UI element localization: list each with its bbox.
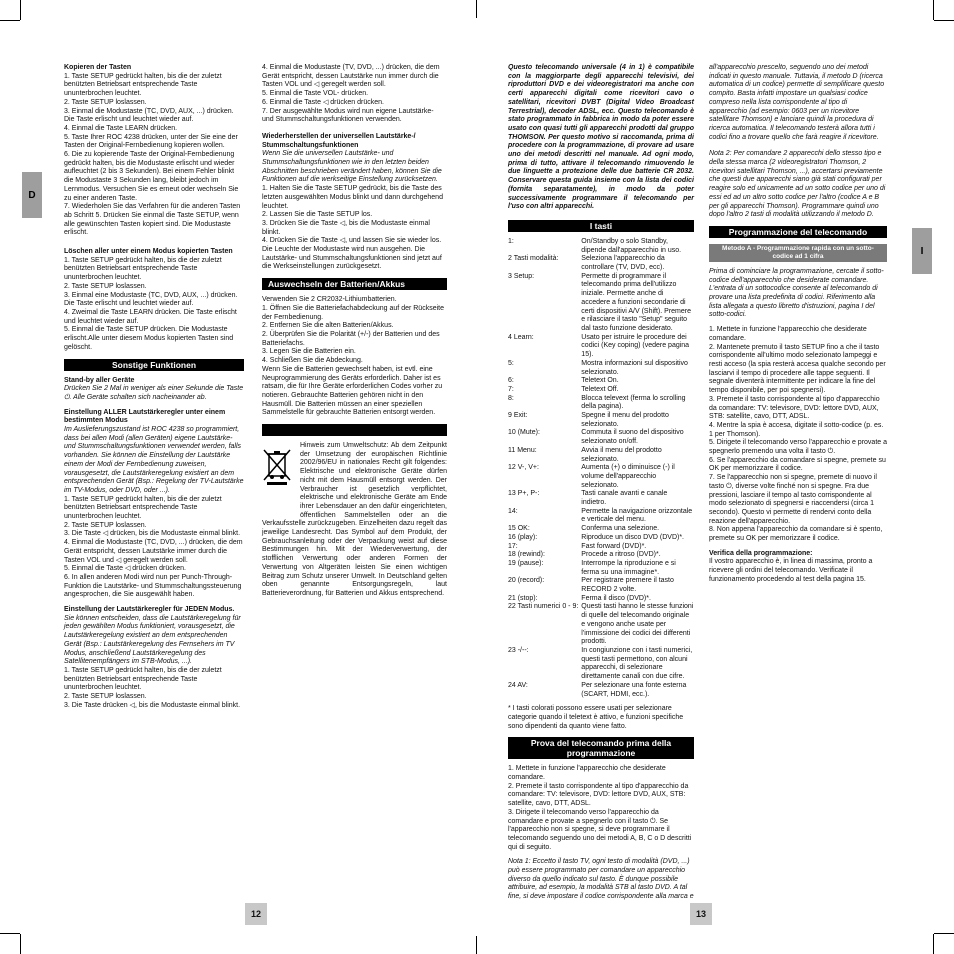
step: 5. Einmal die Taste VOL- drücken. [262,90,369,98]
step: 2. Taste SETUP loslassen. [64,521,147,529]
key-description: Commuta il suono del dispositivo selezionato on/off. [581,429,684,446]
section-bar-prova: Prova del telecomando prima della programmazione [508,737,694,759]
key-row [508,490,694,507]
key-label: 22 Tasti numerici 0 - 9: [508,603,579,611]
column-german-1 [64,64,244,711]
section-heading: Wiederherstellen der universellen Lautstärke-/ Stummschaltungsfunktionen [262,132,416,149]
crop-mark [20,934,21,954]
key-label: 12 V-, V+: [508,464,539,472]
key-label: 4 Learn: [508,333,534,341]
key-label: 14: [508,507,518,515]
step: 3. Die Taste drücken ◁, bis die Modustaste einmal blinkt. [64,701,241,709]
key-description: Aumenta (+) o diminuisce (-) il volume dell'apparecchio selezionato. [581,464,675,489]
paragraph: Im Auslieferungszustand ist ROC 4238 so programmiert, dass bei allen Modi (allen Geräten) eigene Lautstärke- und Stummschaltungsfunktionen verwendet werden, falls vorhanden. Sie können die Einstellung der Lautstärke einem der Modi der Fernbedienung zuweisen, vorausgesetzt, die Lautstärkeregelung existiert an dem entsprechenden Gerät (Bsp.: Regelung der TV-Lautstärke im TV-Modus, oder DVD, oder ...). [64,426,244,494]
key-row [508,238,694,255]
step: 3. Einmal die Modustaste (TC, DVD, AUX, ...) drücken. Die Taste erlischt und leuchtet wieder auf. [64,107,234,124]
step: 3. Dirigete il telecomando verso l'apparecchio da comandare e provate a spegnerlo con il tasto ⏻. Se l'apparecchio non si spegne, si deve programmare il telecomando seguendo uno dei metodi A, B, C o D descritti qui di seguito. [508,808,692,851]
key-label: 6: [508,377,514,385]
footnote: * I tasti colorati possono essere usati per selezionare categorie quando il teletext è attivo, e funzioni specifiche sono dipendenti da quanto viene fatto. [508,705,684,730]
step: 3. Legen Sie die Batterien ein. [262,348,356,356]
paragraph: Wenn Sie die Batterien gewechselt haben, ist evtl. eine Neuprogrammierung des Geräts erforderlich. Daher ist es ratsam, die für Ihre Geräte erforderlichen Codes vorher zu notieren. Gebrauchte Batterien gehören nicht in den Hausmüll. Die Batterien müssen an einer speziellen Sammelstelle für gebrauchte Batterien entsorgt werden. [262,365,443,417]
key-description: Permette la navigazione orizzontale e verticale del menu. [581,507,693,524]
paragraph: Sie können entscheiden, dass die Lautstärkeregelung für jeden gewählten Modus funktioniert, vorausgesetzt, die Lautstärkeregelung existiert an dem entsprechenden Gerät (Bsp.: Lautstärkeregelung des Fernsehers im TV Modus, anschließend Lautstärkeregelung des Satellitenempfängers im STB-Modus, ...). [64,614,241,666]
key-row [508,560,694,577]
paragraph: Prima di cominciare la programmazione, cercate il sotto-codice dell'apparecchio che desiderate comandare. L'entrata di un sottocodice consente al telecomando di provare una lista predefinita di codici. Riferimento alla lista allegata a questo libretto d'istruzioni, pagina I del sotto-codici. [709,267,884,319]
key-label: 21 (stop): [508,594,538,602]
step: 7. Der ausgewählte Modus wird nun eigene Lautstärke- und Stummschaltungsfunktionen verwenden. [262,107,434,124]
key-description: Seleziona l'apparecchio da controllare (TV, DVD, ecc). [581,255,665,272]
step: 2. Taste SETUP loslassen. [64,282,147,290]
key-row [508,412,694,429]
key-label: 18 (rewind): [508,551,545,559]
step-list [64,667,244,711]
step: 1. Taste SETUP gedrückt halten, bis die der zuletzt benützten Betriebsart entsprechende Taste ununterbrochen leuchtet. [64,495,222,521]
step-list [262,185,447,272]
section-heading: Verifica della programmazione: [709,549,813,557]
key-row [508,525,694,534]
key-row [508,447,694,464]
step: 4. Einmal die Modustaste (TV, DVD, ...) drücken, die dem Gerät entspricht, dessen Lautstärke nun immer durch die Tasten VOL und ◁ geregelt werden soll. [262,64,440,89]
key-description: In congiunzione con i tasti numerici, questi tasti permettono, con alcuni apparecchi, di selezionare direttamente canali con due cifre. [581,647,693,681]
crop-mark [0,933,20,934]
step: 2. Mantenete premuto il tasto SETUP fino a che il tasto corrispondente all'ultimo modo selezionato lampeggi e resti acceso (la spia resterà accesa qualche secondo per lasciarvi il tempo di procedere alle tappe seguenti. Il segnale diventerà intermittente per indicare la fine del tempo disponibile, per poi spegnersi). [709,343,886,395]
key-description: Spegne il menu del prodotto selezionato. [581,412,669,428]
key-row [508,429,694,446]
crop-mark [934,20,954,21]
key-label: 19 (pause): [508,559,544,567]
key-row [508,577,694,594]
paragraph: Il vostro apparecchio è, in linea di massima, pronto a ricevere gli ordini del telecomando. Verificate il funzionamento procedendo al test della pagina 15. [709,558,873,583]
step-list [508,765,694,852]
key-label: 7: [508,385,514,393]
section-heading: Einstellung ALLER Lautstärkeregler unter einem bestimmten Modus [64,408,226,425]
step: 3. Einmal eine Modustaste (TC, DVD, AUX, ...) drücken. Die Taste erlischt und leuchtet wieder auf. [64,291,238,308]
key-label: 10 (Mute): [508,429,540,437]
crop-mark [476,0,477,18]
section-heading: Löschen aller unter einem Modus kopierten Tasten [64,248,233,256]
column-italian-1 [508,64,694,902]
key-description: Usato per istruire le procedure dei codici (Key coping) (vedere pagina 15). [581,333,690,359]
paragraph: Verwenden Sie 2 CR2032-Lithiumbatterien. [262,296,397,304]
key-label: 9 Exit: [508,412,528,420]
step: 6. Die zu kopierende Taste der Original-Fernbedienung gedrückt halten, bis die Modustaste erlischt und wieder aufleuchtet (2 bis 3 Sekunden). Bei einem Fehler blinkt die Modustaste 3 Sekunden lang, bleibt jedoch im Lernmodus. Versuchen Sie es erneut oder wechseln Sie zu einer anderen Taste. [64,151,239,202]
key-label: 23 -/--: [508,647,529,654]
step: 1. Öffnen Sie die Batteriefachabdeckung auf der Rückseite der Fernbedienung. [262,304,444,321]
key-row [508,543,694,552]
key-label: 2 Tasti modalità: [508,255,559,263]
step-list [64,257,244,353]
step: 1. Taste SETUP gedrückt halten, bis die der zuletzt benützten Betriebsart entsprechende Taste ununterbrochen leuchtet. [64,256,222,282]
step-list [64,496,244,600]
key-row [508,360,694,377]
key-description: Tasti canale avanti e canale indietro. [581,490,668,507]
key-row [508,682,694,699]
key-label: 5: [508,359,514,367]
key-description: Riproduce un disco DVD (DVD)*. [581,533,684,541]
paragraph: Hinweis zum Umweltschutz: Ab dem Zeitpunkt der Umsetzung der europäischen Richtlinie 2002/96/EU in nationales Recht gilt folgendes: Elektrische und elektronische Geräte dürfen nicht mit dem Hausmüll entsorgt werden. Der Verbraucher ist gesetzlich verpflichtet, elektrische und elektronische Geräte am Ende ihrer Lebensdauer an den dafür eingerichteten, öffentlichen Sammelstellen oder an die Verkaufsstelle zurückzugeben. Einzelheiten dazu regelt das jeweilige Landesrecht. Das Symbol auf dem Produkt, der Gebrauchsanleitung oder der Verpackung weist auf diese Bestimmungen hin. Mit der Wiederverwertung, der stofflichen Verwertung oder anderen Formen der Verwertung von Altgeräten leisten Sie einen wichtigen Beitrag zum Schutz unserer Umwelt. In Deutschland gelten oben genannte Entsorgungsregeln, laut Batterieverordnung, für Batterien und Akkus entsprechend. [262,442,447,597]
step: 1. Mettete in funzione l'apparecchio che desiderate comandare. [709,326,867,342]
key-row [508,534,694,543]
key-description: Permette di programmare il telecomando prima dell'utilizzo iniziale. Permette anche di accedere a funzioni secondarie di certi dispositivi A/V (Shift). Premere e rilasciare il tasto "Setup" seguito dal tasto funzione desiderato. [581,272,691,332]
step-list [262,64,447,125]
key-list [508,238,694,699]
key-row [508,395,694,412]
crop-mark [0,20,20,21]
key-label: 20 (record): [508,577,545,585]
section-heading: Stand-by aller Geräte [64,376,135,384]
page-number-right: 13 [690,903,712,925]
note-paragraph: Nota 2: Per comandare 2 apparecchi dello stesso tipo e della stessa marca (2 videoregistratori Thomson, 2 ricevitori satellitari Thomson, ...), accertarsi previamente che questi due apparecchi siano già stati configurati per reagire solo ed unicamente ad un sotto codice per uno di essi ed ad un altro sotto codice per l'altro (codice A e B per gli apparecchi Thomson). Programmare quindi uno dopo l'altro 2 tasti di modalità utilizzando il metodo D. [709,150,886,219]
crop-mark [933,934,934,954]
paragraph: Wenn Sie die universellen Lautstärke- und Stummschaltungsfunktionen wie in den letzten beiden Abschnitten beschrieben verändert haben, können Sie die Funktionen auf die werkseitige Einstellung zurücksetzen. [262,150,442,184]
note-paragraph: Nota 1: Eccetto il tasto TV, ogni testo di modalità (DVD, ...) può essere programmato per comandare un apparecchio diverso da quello indicato sul tasto. È dunque possibile attribuire, ad esempio, la modalità STB al tasto DVD. A tal fine, si deve impostare il codice corrispondente alla marca e [508,858,694,901]
language-tab-i: I [912,228,932,274]
intro-paragraph: Questo telecomando universale (4 in 1) è compatibile con la maggiorparte degli apparecchi televisivi, dei riproduttori DVD e dei videoregistratori ma anche con certi apparecchi digitali come ricevitori cavo o satellitari, ricevitori DVBT (Digital Video Broadcast Terrestrial), decoder ADSL, ecc. Questo telecomando è stato programmato in fabbrica in modo da poter essere usato con quasi tutti gli apparecchi prodotti dal gruppo THOMSON. Per questo motivo si raccomanda, prima di procedere con la programmazione, di provare ad usare uno dei metodi descritti nel manuale. Ad ogni modo, prima di tutto, attivare il telecomando rimuovendo le due linguette a protezione delle due batterie CR 2032. Conservare questa guida insieme con la lista dei codici (fornita separatamente), in modo da poter successivamente programmare il telecomando per l'uso con altri apparecchi. [508,64,694,211]
crop-mark [933,0,934,20]
key-row [508,273,694,334]
key-description: Interrompe la riproduzione e si ferma su una immagine*. [581,559,676,576]
step: 2. Entfernen Sie die alten Batterien/Akkus. [262,322,394,330]
step-list [262,305,447,366]
section-heading: Einstellung der Lautstärkeregler für JEDEN Modus. [64,606,235,614]
crop-mark [934,933,954,934]
key-row [508,464,694,490]
key-label: 3 Setup: [508,272,535,280]
key-label: 8: [508,394,514,402]
key-label: 16 (play): [508,533,538,541]
step: 2. Taste SETUP loslassen. [64,693,147,701]
key-label: 17: [508,542,518,550]
step: 3. Die Taste ◁ drücken, bis die Modustaste einmal blinkt. [64,530,241,538]
step: 1. Taste SETUP gedrückt halten, bis die der zuletzt benützten Betriebsart entsprechende Taste ununterbrochen leuchtet. [64,72,222,98]
key-label: 13 P+, P-: [508,490,540,498]
section-heading: Kopieren der Tasten [64,64,132,71]
step: 8. Non appena l'apparecchio da comandare si è spento, premete su OK per memorizzare il codice. [709,526,883,543]
key-description: Per registrare premere il tasto RECORD 2 volte. [581,577,674,594]
page-number-left: 12 [245,903,267,925]
step-list [64,73,244,238]
key-description: Teletext On. [581,377,619,385]
step: 5. Einmal die Taste ◁ drücken drücken. [64,565,186,573]
key-row [508,377,694,386]
key-row [508,647,694,682]
paragraph: all'apparecchio prescelto, seguendo uno dei metodi indicati in questo manuale. Tuttavia, il metodo D (ricerca automatica di un codice) permette di semplificare questo compito. Basta infatti impostare un qualsiasi codice compreso nella lista corrispondente al tipo di apparecchio (ad esempio: 0603 per un ricevitore satellitare Thomson) e lanciare quindi la procedura di ricerca automatica. Il telecomando testerà allora tutti i codici fino a trovare quello che farà reagire il ricevitore. [709,64,885,141]
step: 1. Mettete in funzione l'apparecchio che desiderate comandare. [508,765,666,782]
crossed-bin-icon [262,446,292,486]
column-german-2 [262,64,447,599]
step: 5. Dirigete il telecomando verso l'apparecchio e provate a spegnerlo premendo una volta il tasto ⏻. [709,439,887,456]
key-description: Fast forward (DVD)*. [581,542,647,550]
crop-mark [476,936,477,954]
section-subbar-metodo-a: Metodo A - Programmazione rapida con un sotto-codice ad 1 cifra [709,244,887,262]
step: 7. Wiederholen Sie das Verfahren für die anderen Tasten ab Schritt 5. Drücken Sie einmal die Taste SETUP, wenn alle gewünschten Tasten kopiert sind. Die Modustaste erlischt. [64,203,241,237]
column-italian-2 [709,64,887,585]
step: 4. Zweimal die Taste LEARN drücken. Die Taste erlischt und leuchtet wieder auf. [64,308,237,325]
step: 4. Einmal die Modustaste (TC, DVD, ...) drücken, die dem Gerät entspricht, dessen Lautstärke immer durch die Tasten VOL und ◁ geregelt werden soll. [64,539,243,564]
key-description: Procede a ritroso (DVD)*. [581,551,661,559]
step: 5. Einmal die Taste SETUP drücken. Die Modustaste erlischt.Alle unter diesem Modus kopierten Tasten sind gelöscht. [64,326,234,351]
key-description: Per selezionare una fonte esterna (SCART, HDMI, ecc.). [581,681,687,698]
key-row [508,386,694,395]
step: 7. Se l'apparecchio non si spegne, premete di nuovo il tasto ⏻, diverse volte finché non si spegne. Fra due pressioni, lasciare il tempo al tasto corrispondente al modo selezionato di spegnersi e riaccendersi (circa 1 secondo). Questo vi permette di rendervi conto della reazione dell'apparecchio. [709,474,877,525]
key-description: Mostra informazioni sul dispositivo selezionato. [581,359,688,376]
section-bar-sonstige: Sonstige Funktionen [64,359,244,371]
step: 3. Drücken Sie die Taste ◁, bis die Modustaste einmal blinkt. [262,219,430,236]
step: 6. Einmal die Taste ◁ drücken drücken. [262,98,384,106]
key-row [508,334,694,360]
step: 2. Lassen Sie die Taste SETUP los. [262,211,373,219]
step: 1. Halten Sie die Taste SETUP gedrückt, bis die Taste des letzten ausgewählten Modus blinkt und dann durchgehend leuchtet. [262,185,443,210]
section-bar-umwelt [262,424,447,436]
key-description: On/Standby o solo Standby, dipende dall'apparecchio in uso. [581,237,682,254]
step-list [709,326,887,544]
key-label: 24 AV: [508,681,528,689]
key-row [508,603,694,647]
environment-notice [262,442,447,599]
key-description: Conferma una selezione. [581,525,660,533]
key-description: Questi tasti hanno le stesse funzioni di quelle del telecomando originale e vengono anche usate per l'immissione dei codici dei differenti prodotti. [581,603,694,646]
step: 2. Überprüfen Sie die Polarität (+/-) der Batterien und des Batteriefachs. [262,330,440,347]
step: 3. Premete il tasto corrispondente al tipo d'apparecchio da comandare: TV: televisore, DVD: lettore DVD, AUX, STB: satellite, cavo, DTT, ADSL. [709,395,880,421]
step: 4. Mentre la spia è accesa, digitate il sotto-codice (p. es. 1 per Thomson). [709,421,884,438]
key-label: 11 Menu: [508,446,537,454]
key-description: Teletext Off. [581,385,619,393]
step: 6. In allen anderen Modi wird nun per Punch-Through-Funktion die Lautstärke- und Stummschaltungssteuerung angesprochen, die Sie ausgewählt haben. [64,573,242,599]
key-label: 1: [508,237,514,245]
paragraph: Drücken Sie 2 Mal in weniger als einer Sekunde die Taste ⏻. Alle Geräte schalten sich nacheinander ab. [64,385,244,401]
key-row [508,595,694,604]
step: 4. Schließen Sie die Abdeckung. [262,357,363,365]
key-description: Blocca televext (ferma lo scrolling della pagina). [581,394,686,411]
crop-mark [20,0,21,20]
key-row [508,551,694,560]
key-description: Ferma il disco (DVD)*. [581,594,651,602]
step: 2. Premete il tasto corrispondente al tipo d'apparecchio da comandare: TV: televisore, DVD: lettore DVD, AUX, STB: satellite, cavo, DTT, ADSL. [508,782,689,808]
key-row [508,508,694,525]
step: 5. Taste Ihrer ROC 4238 drücken, unter der Sie eine der Tasten der Original-Fernbedienung kopieren wollen. [64,133,238,150]
step: 4. Einmal die Taste LEARN drücken. [64,124,178,132]
section-bar-akku: Auswechseln der Batterien/Akkus [262,278,447,290]
section-bar-tasti: I tasti [508,220,694,232]
key-label: 15 OK: [508,525,530,533]
key-row [508,255,694,272]
step: 1. Taste SETUP gedrückt halten, bis die der zuletzt benützten Betriebsart entsprechende Taste ununterbrochen leuchtet. [64,667,222,692]
key-description: Avvia il menu del prodotto selezionato. [581,446,662,463]
step: 6. Se l'apparecchio da comandare si spegne, premete su OK per memorizzare il codice. [709,456,886,473]
step: 4. Drücken Sie die Taste ◁, und lassen Sie sie wieder los. Die Leuchte der Modustaste wird nun ausgehen. Die Lautstärke- und Stummschaltungsfunktionen sind jetzt auf die Werkseinstellungen zurückgesetzt. [262,237,442,271]
section-bar-programmazione: Programmazione del telecomando [709,226,887,238]
language-tab-d: D [22,172,42,218]
step: 2. Taste SETUP loslassen. [64,98,147,106]
